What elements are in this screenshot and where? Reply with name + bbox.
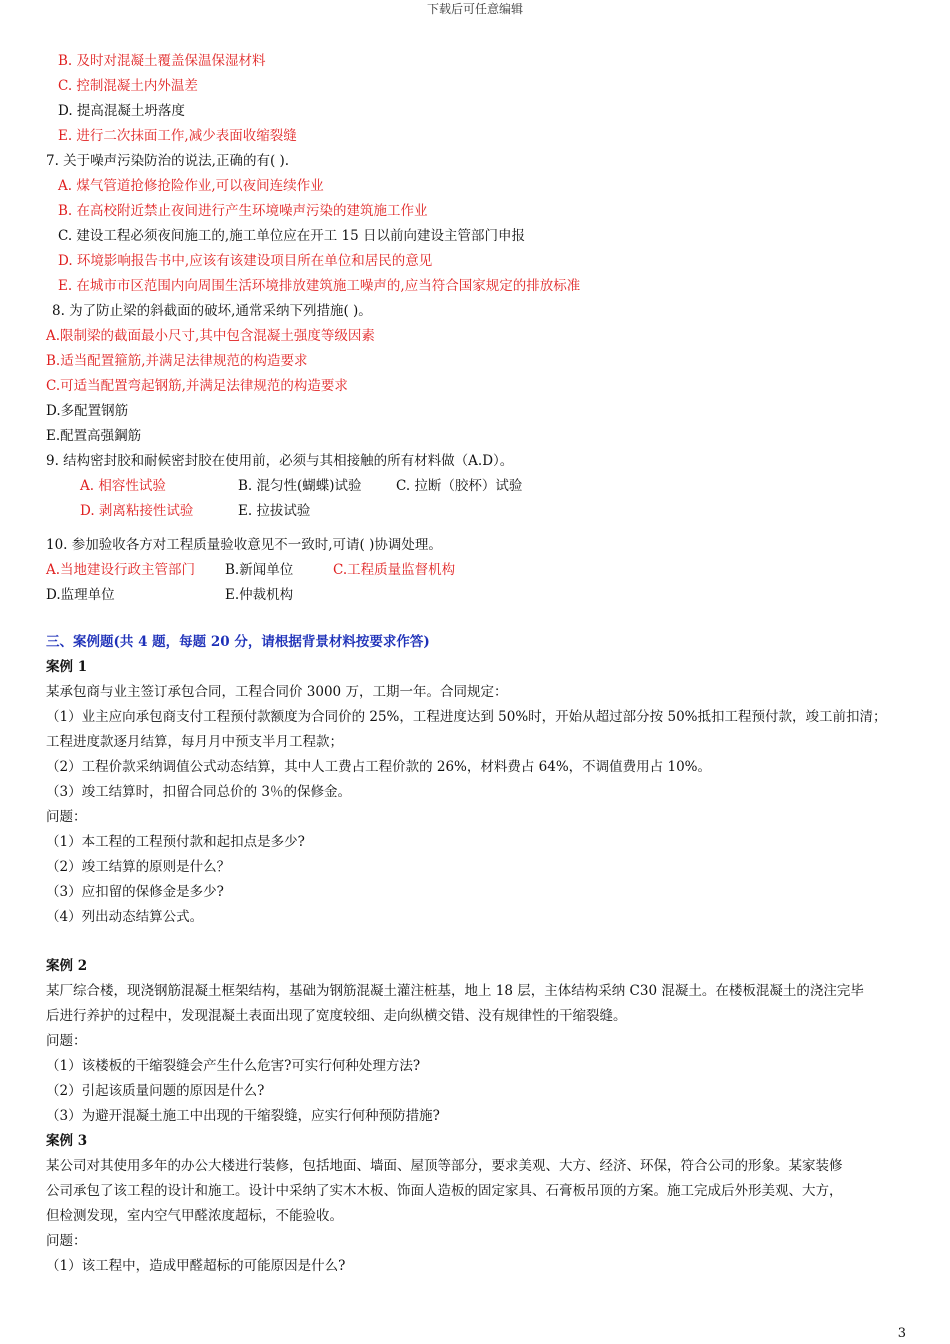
q9-option-e: E. 拉拔试验	[238, 503, 311, 519]
q9-option-d: D. 剥离粘接性试验	[80, 503, 194, 519]
case2-intro-line-2: 后进行养护的过程中，发现混凝土表面出现了宽度较细、走向纵横交错、没有规律性的干缩裂缝。	[46, 1008, 627, 1024]
case2-title: 案例 2	[46, 958, 88, 974]
case2-question-1: （1）该楼板的干缩裂缝会产生什么危害?可实行何种处理方法?	[46, 1058, 421, 1074]
q7-option-a: A. 煤气管道抢修抢险作业,可以夜间连续作业	[58, 178, 324, 194]
q10-option-b: B.新闻单位	[225, 562, 294, 578]
case1-question-1: （1）本工程的工程预付款和起扣点是多少?	[46, 834, 305, 850]
q7-option-e: E. 在城市市区范围内向周围生活环境排放建筑施工噪声的,应当符合国家规定的排放标准	[58, 278, 581, 294]
q10-option-e: E.仲裁机构	[225, 587, 294, 603]
case3-question-1: （1）该工程中，造成甲醛超标的可能原因是什么?	[46, 1258, 346, 1274]
q7-option-b: B. 在高校附近禁止夜间进行产生环境噪声污染的建筑施工作业	[58, 203, 428, 219]
case2-intro-line-1: 某厂综合楼，现浇钢筋混凝土框架结构，基础为钢筋混凝土灌注桩基，地上 18 层，主体结构采纳 C30 混凝土。在楼板混凝土的浇注完毕	[46, 983, 864, 999]
case1-question-3: （3）应扣留的保修金是多少?	[46, 884, 224, 900]
q8-option-b: B.适当配置箍筋,并满足法律规范的构造要求	[46, 353, 308, 369]
q7-option-c: C. 建设工程必须夜间施工的,施工单位应在开工 15 日以前向建设主管部门申报	[58, 228, 525, 244]
case1-questions-label: 问题：	[46, 809, 87, 825]
section-title: 三、案例题(共 4 题，每题 20 分，请根据背景材料按要求作答)	[46, 634, 430, 650]
q8-option-c: C.可适当配置弯起钢筋,并满足法律规范的构造要求	[46, 378, 348, 394]
case1-question-2: （2）竣工结算的原则是什么？	[46, 859, 231, 875]
case2-question-3: （3）为避开混凝土施工中出现的干缩裂缝，应实行何种预防措施?	[46, 1108, 440, 1124]
case1-intro: 某承包商与业主签订承包合同，工程合同价 3000 万，工期一年。合同规定：	[46, 684, 508, 700]
case1-clause-2: （2）工程价款采纳调值公式动态结算，其中人工费占工程价款的 26%，材料费占 64%，不调值费用占 10%。	[46, 759, 711, 775]
case3-intro-line-3: 但检测发现，室内空气甲醛浓度超标，不能验收。	[46, 1208, 343, 1224]
q6-option-b: B. 及时对混凝土覆盖保温保湿材料	[58, 53, 266, 69]
page-header: 下载后可任意编辑	[426, 2, 523, 16]
q10-option-d: D.监理单位	[46, 587, 115, 603]
case3-title: 案例 3	[46, 1133, 88, 1149]
q9-stem: 9. 结构密封胶和耐候密封胶在使用前，必须与其相接触的所有材料做（A.D）。	[46, 453, 514, 469]
case2-questions-label: 问题：	[46, 1033, 87, 1049]
case3-intro-line-1: 某公司对其使用多年的办公大楼进行装修，包括地面、墙面、屋顶等部分，要求美观、大方、经济、环保，符合公司的形象。某家装修	[46, 1158, 843, 1174]
q8-option-d: D.多配置钢筋	[46, 403, 129, 419]
case3-questions-label: 问题：	[46, 1233, 87, 1249]
q7-stem: 7. 关于噪声污染防治的说法,正确的有( ).	[46, 153, 290, 169]
q8-option-a: A.限制梁的截面最小尺寸,其中包含混凝土强度等级因素	[46, 328, 375, 344]
q6-option-c: C. 控制混凝土内外温差	[58, 78, 198, 94]
q7-option-d: D. 环境影响报告书中,应该有该建设项目所在单位和居民的意见	[58, 253, 433, 269]
q9-option-b: B. 混匀性(蝴蝶)试验	[238, 478, 362, 494]
q9-option-c: C. 拉断（胶杯）试验	[396, 478, 523, 494]
case1-question-4: （4）列出动态结算公式。	[46, 909, 204, 925]
case1-clause-3: （3）竣工结算时，扣留合同总价的 3％的保修金。	[46, 784, 351, 800]
q10-option-c: C.工程质量监督机构	[333, 562, 456, 578]
case3-intro-line-2: 公司承包了该工程的设计和施工。设计中采纳了实木木板、饰面人造板的固定家具、石膏板吊顶的方案。施工完成后外形美观、大方，	[46, 1183, 843, 1199]
q9-option-a: A. 相容性试验	[80, 478, 166, 494]
q10-stem: 10. 参加验收各方对工程质量验收意见不一致时,可请( )协调处理。	[46, 537, 442, 553]
case2-question-2: （2）引起该质量问题的原因是什么?	[46, 1083, 265, 1099]
page-number: 3	[897, 1326, 906, 1341]
case1-clause-1-cont: 工程进度款逐月结算，每月月中预支半月工程款；	[46, 734, 343, 750]
case1-clause-1: （1）业主应向承包商支付工程预付款额度为合同价的 25%，工程进度达到 50%时，开始从超过部分按 50%抵扣工程预付款，竣工前扣清；	[46, 709, 887, 725]
q6-option-e: E. 进行二次抹面工作,减少表面收缩裂缝	[58, 128, 297, 144]
q8-option-e: E.配置高强鋼筋	[46, 428, 142, 444]
q8-stem: 8. 为了防止梁的斜截面的破坏,通常采纳下列措施( )。	[52, 303, 372, 319]
q6-option-d: D. 提高混凝土坍落度	[58, 103, 185, 119]
q10-option-a: A.当地建设行政主管部门	[46, 562, 196, 578]
case1-title: 案例 1	[46, 659, 88, 675]
